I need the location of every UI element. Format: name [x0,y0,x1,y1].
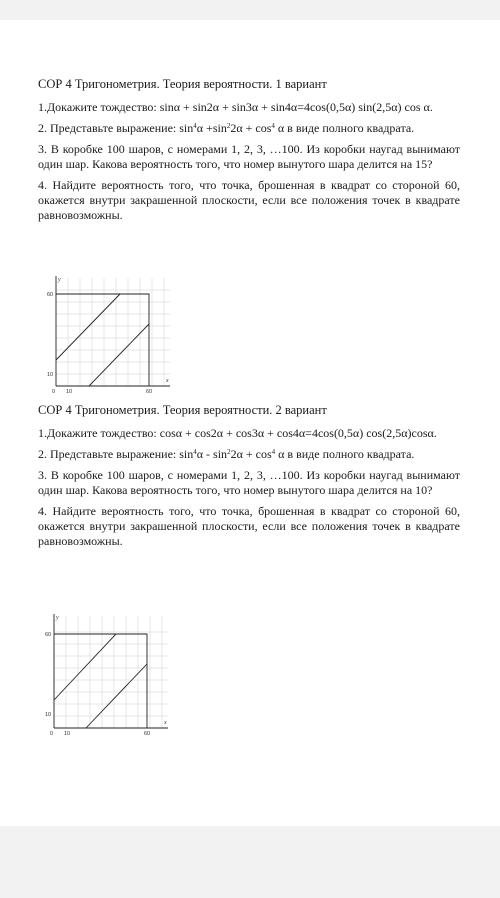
x-tick-right: 60 [146,389,153,394]
task-2-text: α - sin [196,447,228,461]
y-tick-low: 10 [47,372,54,378]
task-2-text: α +sin [196,121,227,135]
x-axis-name: x [166,378,169,384]
y-axis-name: y [56,615,59,621]
y-axis-name: y [58,277,61,283]
x-tick-low: 10 [66,389,73,394]
task-3: 3. В коробке 100 шаров, с номерами 1, 2, 3, …100. Из коробки наугад вынимают один шар. Какова вероятность того, что номер вынутого шара делится на 15? [38,142,460,171]
variant-title: СОР 4 Тригонометрия. Теория вероятности. 1 вариант [38,77,327,91]
task-4: 4. Найдите вероятность того, что точка, брошенная в квадрат со стороной 60, окажется внутри закрашенной плоскости, если все положения точек в квадрате равновозможны. [38,504,460,548]
task-1: 1.Докажите тождество: sinα + sin2α + sin3α + sin4α=4cos(0,5α) sin(2,5α) cos α. [38,100,433,114]
variant-title: СОР 4 Тригонометрия. Теория вероятности. 2 вариант [38,403,327,417]
probability-grid-graph [42,274,174,394]
x-axis-name: x [164,720,167,726]
task-2-text: α в виде полного квадрата. [274,121,415,135]
x-tick-right: 60 [144,731,151,736]
task-2-text: 2α + cos [230,447,272,461]
task-2-text: 2. Представьте выражение: sin [38,121,194,135]
x-tick-zero: 0 [52,389,56,394]
variant-1 [38,76,460,394]
probability-grid-graph [40,612,172,736]
y-tick-top: 60 [47,292,54,298]
task-1: 1.Докажите тождество: cosα + cos2α + cos3α + cos4α=4cos(0,5α) cos(2,5α)cosα. [38,426,437,440]
task-2 [38,447,460,462]
exponent: 2 [227,448,231,456]
task-3: 3. В коробке 100 шаров, с номерами 1, 2, 3, …100. Из коробки наугад вынимают один шар. Какова вероятность того, что номер вынутого шара делится на 10? [38,468,460,497]
y-tick-top: 60 [45,632,52,638]
worksheet-page [0,20,500,826]
y-tick-low: 10 [45,712,52,718]
x-tick-low: 10 [64,731,71,736]
exponent: 2 [226,122,231,130]
exponent: 4 [193,448,197,456]
variant-2 [38,402,460,736]
exponent: 4 [193,122,197,130]
task-4: 4. Найдите вероятность того, что точка, брошенная в квадрат со стороной 60, окажется внутри закрашенной плоскости, если все положения точек в квадрате равновозможны. [38,178,460,222]
exponent: 4 [271,448,276,456]
x-tick-zero: 0 [50,731,54,736]
task-2-text: 2α + cos [230,121,272,135]
task-2-text: 2. Представьте выражение: sin [38,447,194,461]
task-2-text: α в виде полного квадрата. [275,447,415,461]
task-2 [38,121,460,136]
exponent: 4 [271,122,275,130]
square-outline [54,634,147,728]
